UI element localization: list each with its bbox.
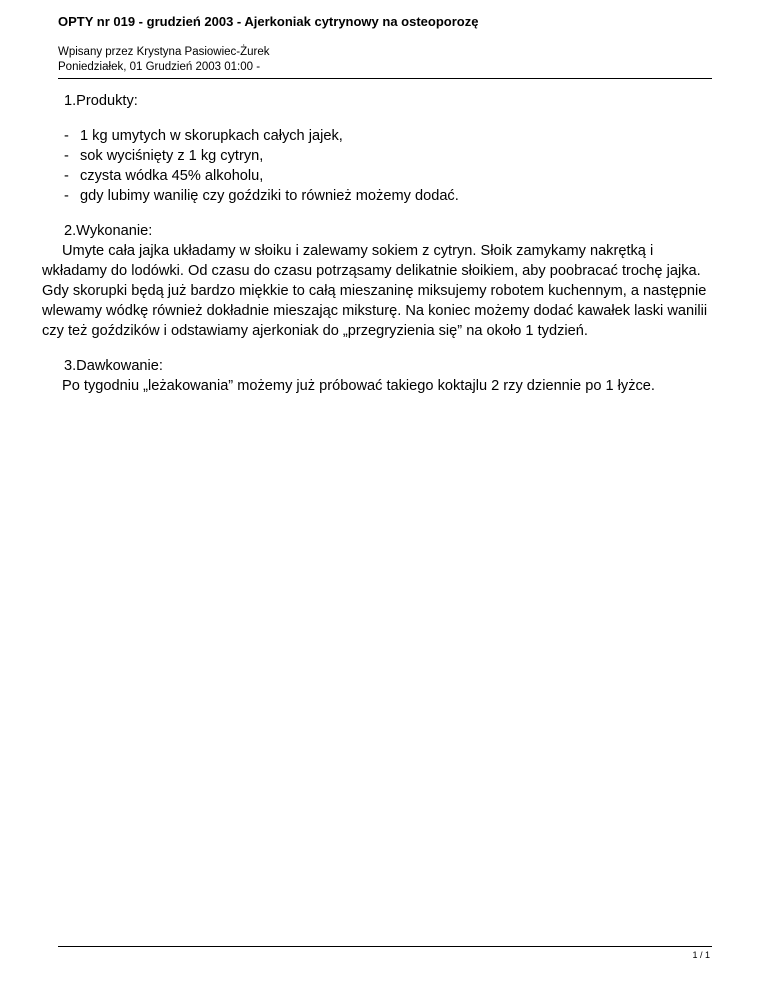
- products-list: [42, 126, 712, 206]
- list-item: [64, 186, 712, 206]
- list-item: [64, 126, 712, 146]
- list-item: [64, 166, 712, 186]
- products-section: [42, 91, 712, 206]
- list-dash: -: [64, 188, 69, 204]
- products-heading: 1.Produkty:: [64, 93, 138, 109]
- list-item: [64, 146, 712, 166]
- preparation-text: Umyte cała jajka układamy w słoiku i zalewamy sokiem z cytryn. Słoik zamykamy nakrętką i wkładamy do lodówki. Od czasu do czasu potrząsamy delikatnie słoikiem, aby poobracać trochę jajka. Gdy skorupki będą już bardzo miękkie to całą mieszaninę miksujemy robotem kuchennym, a następnie wlewamy wódkę również dokładnie mieszając miksturę. Na koniec możemy dodać kawałek laski wanilii czy też goździków i odstawiamy ajerkoniak do „przegryzienia się” na około 1 tydzień.: [42, 243, 708, 339]
- list-dash: -: [64, 168, 69, 184]
- header-divider: [58, 78, 712, 79]
- article-body: [42, 91, 712, 396]
- dosage-heading: 3.Dawkowanie:: [64, 358, 163, 374]
- dosage-text: Po tygodniu „leżakowania” możemy już próbować takiego koktajlu 2 rzy dziennie po 1 łyżce.: [62, 378, 655, 394]
- dosage-section: [42, 356, 712, 396]
- list-dash: -: [64, 128, 69, 144]
- preparation-section: [42, 221, 712, 341]
- author-line: Wpisany przez Krystyna Pasiowiec-Żurek: [58, 46, 270, 58]
- document-title: OPTY nr 019 - grudzień 2003 - Ajerkoniak cytrynowy na osteoporozę: [58, 14, 479, 29]
- list-item-text: gdy lubimy wanilię czy goździki to również możemy dodać.: [80, 188, 459, 204]
- footer-divider: [58, 946, 712, 947]
- list-item-text: 1 kg umytych w skorupkach całych jajek,: [80, 128, 343, 144]
- date-line: Poniedziałek, 01 Grudzień 2003 01:00 -: [58, 61, 261, 73]
- preparation-heading: 2.Wykonanie:: [64, 223, 153, 239]
- list-item-text: czysta wódka 45% alkoholu,: [80, 168, 264, 184]
- list-dash: -: [64, 148, 69, 164]
- page-number: 1 / 1: [692, 950, 710, 960]
- list-item-text: sok wyciśnięty z 1 kg cytryn,: [80, 148, 264, 164]
